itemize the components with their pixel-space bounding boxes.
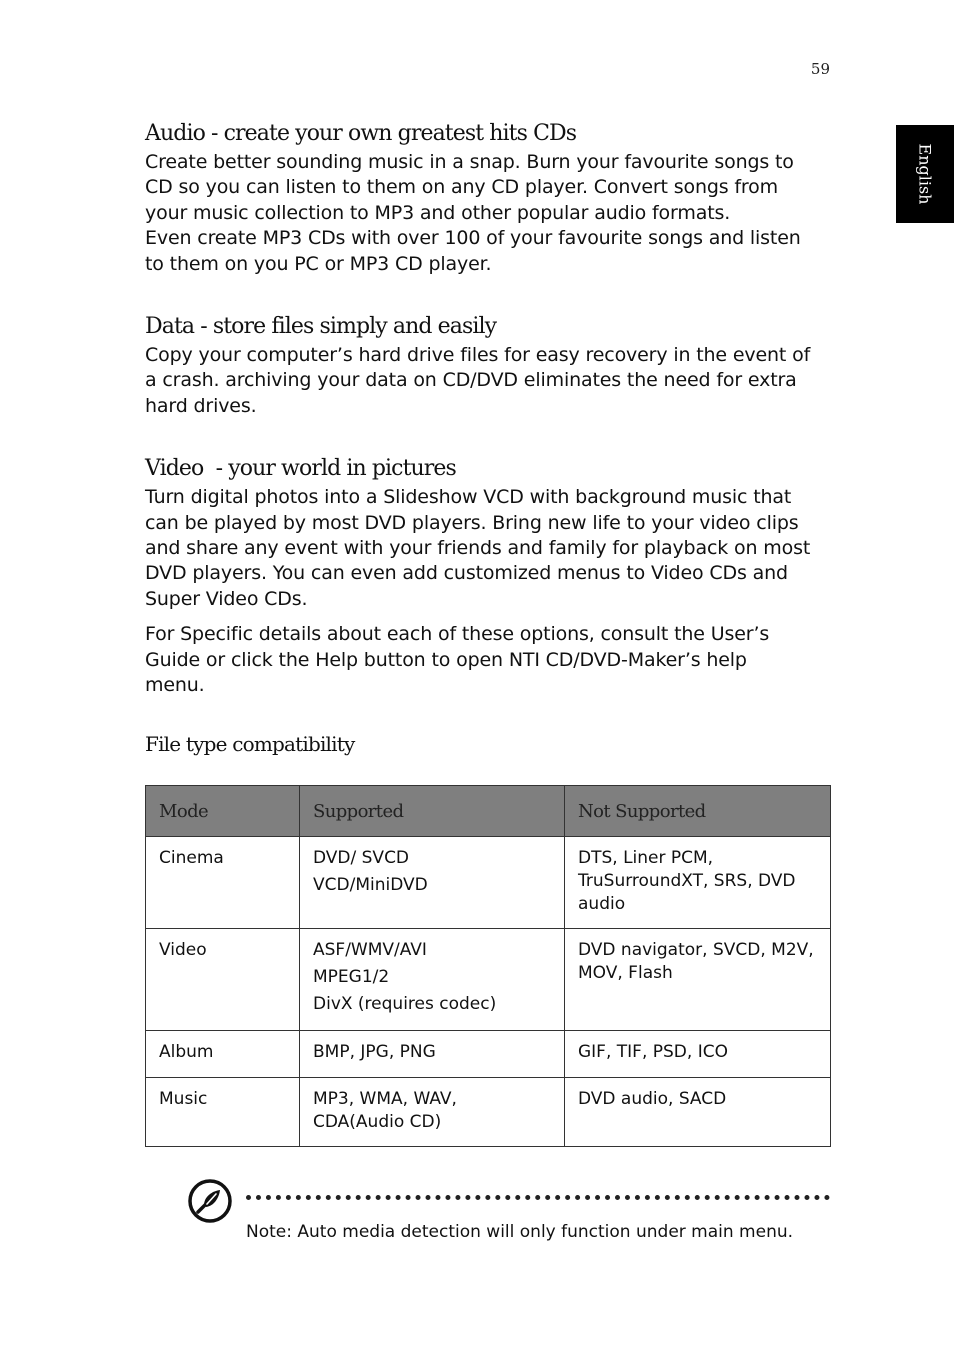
language-tab-label: English: [915, 143, 935, 205]
note-label: Note: [246, 1222, 287, 1242]
section-body-data: Copy your computer’s hard drive files for easy recovery in the event of a crash. archiving your data on CD/DVD eliminates the need for extra hard drives.: [145, 344, 811, 417]
cell-supported: MP3, WMA, WAV, CDA(Audio CD): [300, 1078, 565, 1147]
details-paragraph: For Specific details about each of these options, consult the User’s Guide or click the Help button to open NTI CD/DVD-Maker’s help menu.: [145, 623, 770, 697]
section-heading-data: Data - store files simply and easily: [145, 314, 497, 340]
cell-mode: Cinema: [146, 837, 300, 929]
help-reference: Help: [315, 648, 358, 671]
note-text: Note: Auto media detection will only function under main menu.: [246, 1222, 794, 1242]
table-title: File type compatibility: [145, 731, 355, 756]
section-body-audio: Create better sounding music in a snap. Burn your favourite songs to CD so you can listen to them on any CD player. Convert songs from your music collection to MP3 and other popular audio formats. Even create MP3 CDs with over 100 of your favourite songs and listen to them on you PC or MP3 CD player.: [145, 151, 801, 275]
cell-supported: DVD/ SVCD VCD/MiniDVD: [300, 837, 565, 929]
cell-not-supported: DVD navigator, SVCD, M2V, MOV, Flash: [565, 929, 831, 1031]
cell-mode: Video: [146, 929, 300, 1031]
cell-not-supported: DTS, Liner PCM, TruSurroundXT, SRS, DVD audio: [565, 837, 831, 929]
cell-not-supported: GIF, TIF, PSD, ICO: [565, 1031, 831, 1078]
cell-mode: Album: [146, 1031, 300, 1078]
language-tab: [896, 125, 954, 223]
note-icon: [187, 1178, 233, 1224]
table-row: [146, 1078, 831, 1147]
cell-not-supported: DVD audio, SACD: [565, 1078, 831, 1147]
section-heading-audio: Audio - create your own greatest hits CDs: [145, 121, 577, 146]
compatibility-table: [145, 785, 831, 1147]
note-divider: [246, 1195, 830, 1200]
section-body-video: Turn digital photos into a Slideshow VCD with background music that can be played by most DVD players. Bring new life to your video clips and share any event with your friends and family for playback on most DVD players. You can even add customized menus to Video CDs and Super Video CDs.: [145, 486, 811, 610]
cell-supported: ASF/WMV/AVI MPEG1/2 DivX (requires codec): [300, 929, 565, 1031]
table-row: [146, 929, 831, 1031]
table-header-row: [146, 786, 831, 837]
header-not-supported: Not Supported: [565, 786, 831, 837]
header-mode: Mode: [146, 786, 300, 837]
table-row: [146, 837, 831, 929]
main-content: [145, 118, 831, 759]
header-supported: Supported: [300, 786, 565, 837]
section-heading-video: Video - your world in pictures: [145, 456, 456, 482]
page-number: 59: [810, 60, 830, 78]
cell-supported: BMP, JPG, PNG: [300, 1031, 565, 1078]
table-row: [146, 1031, 831, 1078]
cell-mode: Music: [146, 1078, 300, 1147]
